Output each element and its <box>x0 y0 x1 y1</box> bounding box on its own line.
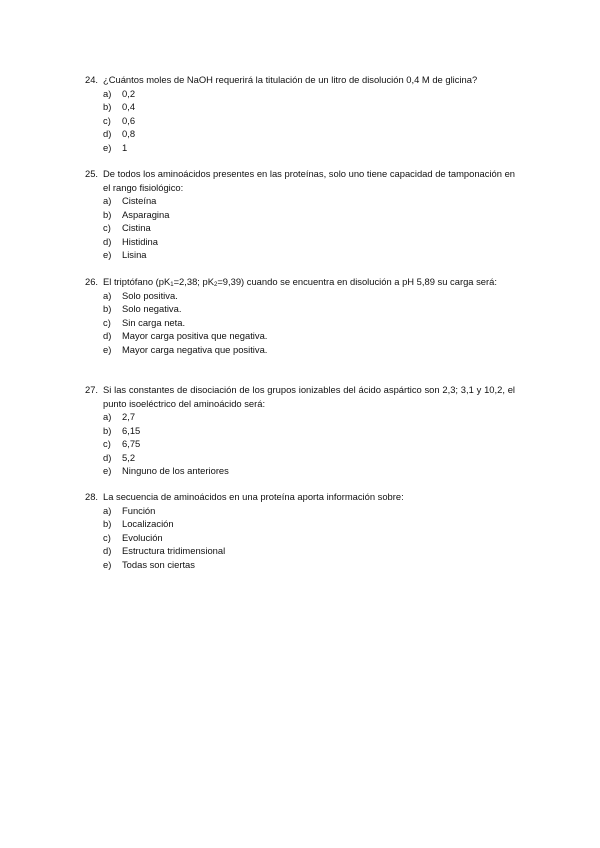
option-letter: a) <box>103 195 112 206</box>
option-e[interactable] <box>85 343 515 357</box>
option-b[interactable] <box>85 208 515 222</box>
option-text: Histidina <box>122 235 158 247</box>
option-letter: c) <box>103 316 111 328</box>
option-c[interactable] <box>85 316 515 330</box>
option-letter: b) <box>103 424 112 436</box>
pk2-subscript: 2 <box>213 282 218 288</box>
option-letter: e) <box>103 558 112 570</box>
option-letter: d) <box>103 451 112 463</box>
option-text: Solo positiva. <box>122 289 178 301</box>
option-letter: b) <box>103 101 112 112</box>
option-b[interactable] <box>85 302 515 316</box>
option-d[interactable] <box>85 544 515 558</box>
option-text: Lisina <box>122 249 147 260</box>
option-text: 6,75 <box>122 438 141 449</box>
option-letter: e) <box>103 465 112 476</box>
pk1-subscript: 1 <box>170 282 174 288</box>
option-letter: e) <box>103 141 112 153</box>
question-text: La secuencia de aminoácidos en una proteína aporta información sobre: <box>103 491 404 502</box>
option-text: 2,7 <box>122 411 136 422</box>
option-text: Función <box>122 504 156 516</box>
question-number: 28. <box>85 491 99 502</box>
options-list <box>85 504 515 572</box>
option-e[interactable] <box>85 464 515 478</box>
option-letter: a) <box>103 87 112 99</box>
option-letter: c) <box>103 114 111 126</box>
option-a[interactable] <box>85 289 515 303</box>
option-text: 0,6 <box>122 114 136 126</box>
options-list <box>85 194 515 262</box>
option-text: Solo negativa. <box>122 303 182 314</box>
options-list <box>85 410 515 478</box>
option-d[interactable] <box>85 127 515 141</box>
option-letter: a) <box>103 289 112 301</box>
option-letter: a) <box>103 504 112 516</box>
option-text: Mayor carga positiva que negativa. <box>122 330 268 341</box>
option-text: Mayor carga negativa que positiva. <box>122 343 268 355</box>
option-d[interactable] <box>85 235 515 249</box>
option-a[interactable] <box>85 410 515 424</box>
question-25 <box>85 167 515 262</box>
question-stem <box>85 383 515 410</box>
question-28 <box>85 490 515 571</box>
option-letter: b) <box>103 208 112 220</box>
option-text: 5,2 <box>122 451 136 463</box>
option-letter: c) <box>103 222 111 233</box>
option-letter: b) <box>103 518 112 529</box>
question-text: ¿Cuántos moles de NaOH requerirá la titulación de un litro de disolución 0,4 M de glicina? <box>103 74 478 85</box>
question-text-after: =9,39) cuando se encuentra en disolución a pH 5,89 su carga será: <box>217 276 497 287</box>
option-letter: d) <box>103 330 112 341</box>
option-letter: e) <box>103 343 112 355</box>
option-letter: c) <box>103 531 111 543</box>
question-text-middle: =2,38; pK <box>173 276 214 287</box>
option-d[interactable] <box>85 329 515 343</box>
option-letter: d) <box>103 545 112 556</box>
question-24 <box>85 73 515 154</box>
question-26 <box>85 275 515 356</box>
option-text: 1 <box>122 141 128 153</box>
option-e[interactable] <box>85 248 515 262</box>
option-text: 0,8 <box>122 128 136 139</box>
option-c[interactable] <box>85 437 515 451</box>
question-number: 24. <box>85 74 99 85</box>
option-letter: e) <box>103 249 112 260</box>
question-stem <box>85 490 515 504</box>
option-a[interactable] <box>85 87 515 101</box>
option-letter: b) <box>103 303 112 314</box>
question-text: Si las constantes de disociación de los grupos ionizables del ácido aspártico son 2,3; 3,1 y 10,2, el punto isoeléctrico del aminoácido será: <box>103 384 515 409</box>
options-list <box>85 289 515 357</box>
option-b[interactable] <box>85 100 515 114</box>
option-text: Ninguno de los anteriores <box>122 465 229 476</box>
question-stem <box>85 73 515 87</box>
question-number: 27. <box>85 384 99 395</box>
option-letter: d) <box>103 128 112 139</box>
question-text-before: El triptófano (pK <box>103 276 171 287</box>
option-e[interactable] <box>85 558 515 572</box>
option-b[interactable] <box>85 424 515 438</box>
option-a[interactable] <box>85 504 515 518</box>
question-number: 26. <box>85 276 99 287</box>
option-text: Estructura tridimensional <box>122 545 226 556</box>
question-number: 25. <box>85 168 99 179</box>
option-text: 0,4 <box>122 101 136 112</box>
option-c[interactable] <box>85 221 515 235</box>
option-text: Cisteína <box>122 195 157 206</box>
option-letter: c) <box>103 438 111 449</box>
question-text: De todos los aminoácidos presentes en las proteínas, solo uno tiene capacidad de tamponación en el rango fisiológico: <box>103 168 515 193</box>
question-text <box>103 275 515 289</box>
question-stem <box>85 275 515 289</box>
option-text: Localización <box>122 518 174 529</box>
option-text: Cistina <box>122 222 151 233</box>
option-text: 0,2 <box>122 87 136 99</box>
option-text: 6,15 <box>122 424 141 436</box>
option-c[interactable] <box>85 531 515 545</box>
option-c[interactable] <box>85 114 515 128</box>
question-stem <box>85 167 515 194</box>
option-letter: a) <box>103 411 112 422</box>
option-text: Evolución <box>122 531 163 543</box>
option-e[interactable] <box>85 141 515 155</box>
option-letter: d) <box>103 235 112 247</box>
options-list <box>85 87 515 155</box>
option-a[interactable] <box>85 194 515 208</box>
option-b[interactable] <box>85 517 515 531</box>
option-text: Asparagina <box>122 208 170 220</box>
option-d[interactable] <box>85 451 515 465</box>
option-text: Sin carga neta. <box>122 316 186 328</box>
question-27 <box>85 383 515 478</box>
option-text: Todas son ciertas <box>122 558 195 570</box>
